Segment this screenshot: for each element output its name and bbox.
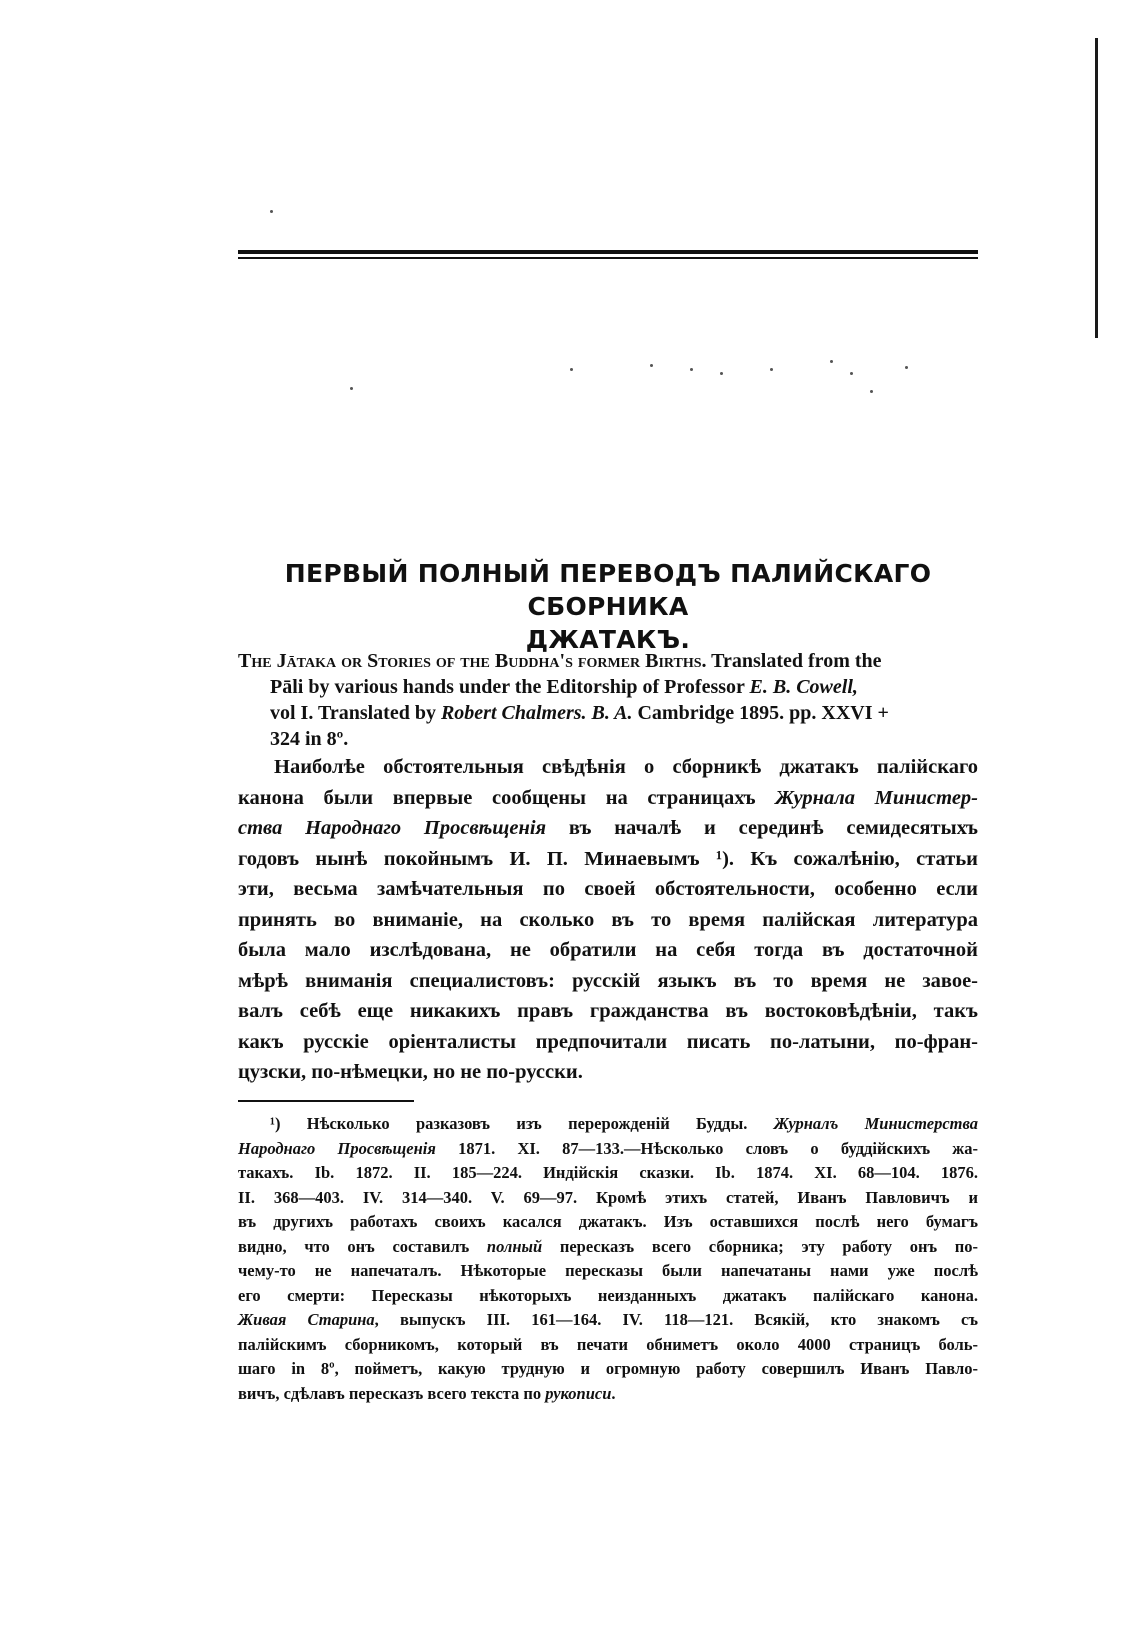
title-line: ПЕРВЫЙ ПОЛНЫЙ ПЕРЕВОДЪ ПАЛИЙСКАГО СБОРНИКА xyxy=(284,559,932,621)
footnote-line xyxy=(238,1112,978,1137)
footnote-line xyxy=(238,1137,978,1162)
footnote-text-run: вичъ, сдѣлавъ пересказъ всего текста по xyxy=(238,1383,546,1403)
citation-editor: E. B. Cowell, xyxy=(749,676,858,698)
body-line xyxy=(238,783,978,814)
body-line: принять во вниманіе, на сколько въ то время палійская литература xyxy=(238,908,978,931)
footnote-line xyxy=(238,1382,978,1407)
header-double-rule xyxy=(238,250,978,259)
footnote-italic: Живая Старина xyxy=(238,1310,375,1329)
body-text-run: въ началѣ и серединѣ семидесятыхъ xyxy=(546,817,979,839)
footnote-text-run: пересказъ всего сборника; эту работу онъ по- xyxy=(542,1236,978,1256)
header-rule-thick xyxy=(238,250,978,254)
footnote-line: его смерти: Пересказы нѣкоторыхъ неизданныхъ джатакъ палійскаго канона. xyxy=(238,1285,978,1305)
footnote-italic: Журналъ Министерства xyxy=(773,1114,978,1133)
footnote-italic: Народнаго Просвѣщенія xyxy=(238,1138,436,1158)
footnote-line: чему-то не напечаталъ. Нѣкоторые пересказы были напечатаны нами уже послѣ xyxy=(238,1261,978,1280)
scan-speck xyxy=(720,372,723,375)
journal-title-italic: Журнала Министер- xyxy=(775,786,978,809)
scan-speck xyxy=(830,360,833,363)
scan-speck xyxy=(270,210,273,213)
title-line: ДЖАТАКЪ. xyxy=(525,625,691,654)
footnote-line: такахъ. Ib. 1872. II. 185—224. Индійскія сказки. Ib. 1874. XI. 68—104. 1876. xyxy=(238,1163,978,1182)
footnote-line: въ другихъ работахъ своихъ касался джатакъ. Изъ оставшихся послѣ него бумагъ xyxy=(238,1212,978,1231)
scan-speck xyxy=(770,368,773,371)
scan-speck xyxy=(850,372,853,375)
footnote-text-run: 1871. XI. 87—133.—Нѣсколько словъ о буддійскихъ жа- xyxy=(435,1138,978,1158)
footnote-line: II. 368—403. IV. 314—340. V. 69—97. Кромѣ этихъ статей, Иванъ Павловичъ и xyxy=(238,1187,978,1207)
footnote-text-run: . xyxy=(611,1383,616,1403)
footnote-text-run: , выпускъ III. 161—164. IV. 118—121. Всякій, кто знакомъ съ xyxy=(374,1310,978,1329)
footnote-italic: полный xyxy=(486,1236,543,1256)
citation-text: 324 in 8º. xyxy=(270,728,349,750)
bibliographic-citation xyxy=(238,648,978,752)
scan-speck xyxy=(905,366,908,369)
scan-speck xyxy=(570,368,573,371)
body-line: была мало изслѣдована, не обратили на себя тогда въ достаточной xyxy=(238,939,978,961)
footnote-line: шаго in 8º, пойметъ, какую трудную и огромную работу совершилъ Иванъ Павло- xyxy=(238,1359,978,1378)
scan-speck xyxy=(870,390,873,393)
scan-speck xyxy=(690,368,693,371)
body-line: валъ себѣ еще никакихъ правъ гражданства въ востоковѣдѣніи, такъ xyxy=(238,1000,978,1022)
footnote-italic: рукописи xyxy=(545,1383,612,1403)
footnote-text-run: видно, что онъ составилъ xyxy=(238,1236,487,1256)
footnote xyxy=(238,1112,978,1406)
scan-speck xyxy=(650,364,653,367)
body-line: Наиболѣе обстоятельныя свѣдѣнія о сборникѣ джатакъ палійскаго xyxy=(274,756,978,778)
footnote-line: палійскимъ сборникомъ, который въ печати обниметъ около 4000 страницъ боль- xyxy=(238,1334,978,1354)
citation-text: Cambridge 1895. pp. XXVI + xyxy=(632,702,889,724)
citation-work-title: The Jātaka or Stories of the Buddha's former Births. xyxy=(238,650,707,672)
body-line: цузски, по-нѣмецки, но не по-русски. xyxy=(238,1061,583,1083)
body-line: мѣрѣ вниманія специалистовъ: русскій языкъ въ то время не завое- xyxy=(238,969,978,992)
body-text-run: канона были впервые сообщены на страницахъ xyxy=(238,786,776,809)
body-line: годовъ нынѣ покойнымъ И. П. Минаевымъ ¹). Къ сожалѣнію, статьи xyxy=(238,847,978,870)
footnote-line xyxy=(238,1308,978,1333)
footnote-separator xyxy=(238,1100,414,1102)
citation-text: Pāli by various hands under the Editorship of Professor xyxy=(270,676,750,698)
citation-text: vol I. Translated by xyxy=(270,702,441,724)
footnote-line xyxy=(238,1235,978,1260)
body-line xyxy=(238,813,978,844)
journal-title-italic: ства Народнаго Просвѣщенія xyxy=(238,817,547,839)
body-paragraph xyxy=(238,752,978,1088)
body-line: какъ русскіе оріенталисты предпочитали писать по-латыни, по-фран- xyxy=(238,1030,978,1053)
article-title xyxy=(238,557,978,656)
scan-speck xyxy=(350,387,353,390)
citation-translator: Robert Chalmers. B. A. xyxy=(440,702,633,724)
footnote-text-run: ¹) Нѣсколько разказовъ изъ перерожденій Будды. xyxy=(270,1114,774,1133)
body-line: эти, весьма замѣчательныя по своей обстоятельности, особенно если xyxy=(238,878,978,900)
citation-text: Translated from the xyxy=(706,650,882,672)
page-edge-line xyxy=(1095,38,1098,338)
header-rule-thin xyxy=(238,257,978,259)
